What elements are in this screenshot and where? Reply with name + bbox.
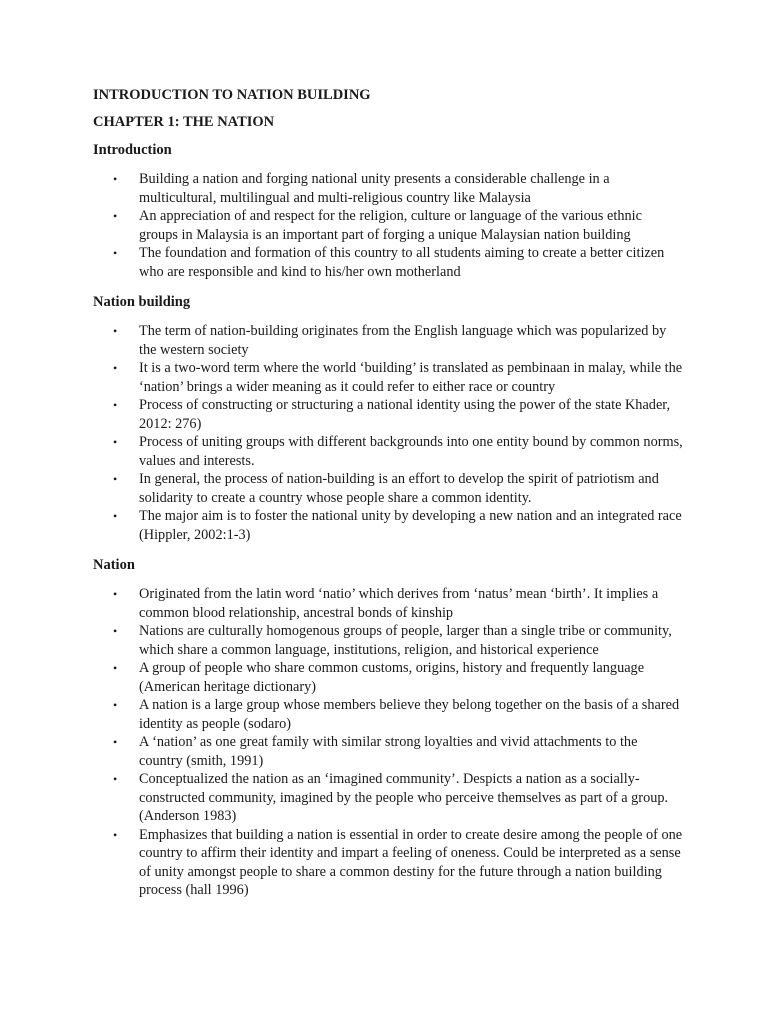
bullet-list: [93, 322, 683, 544]
list-item-text: An appreciation of and respect for the religion, culture or language of the various ethnic groups in Malaysia is an important part of forging a unique Malaysian nation building: [139, 208, 642, 243]
document-body: [93, 86, 683, 900]
list-item: [93, 470, 683, 507]
list-item-text: In general, the process of nation-building is an effort to develop the spirit of patriotism and solidarity to create a country whose people share a common identity.: [139, 471, 659, 506]
list-item: [93, 207, 683, 244]
list-item: [93, 622, 683, 659]
bullet-icon: •: [113, 827, 118, 842]
list-item-text: Originated from the latin word ‘natio’ which derives from ‘natus’ mean ‘birth’. It implies a common blood relationship, ancestral bonds of kinship: [139, 586, 659, 621]
bullet-icon: •: [113, 509, 118, 523]
list-item: [93, 359, 683, 396]
list-item-text: Process of constructing or structuring a national identity using the power of the state Khader, 2012: 276): [139, 397, 671, 432]
list-item: [93, 733, 683, 770]
list-item-text: Emphasizes that building a nation is essential in order to create desire among the people of one country to affirm their identity and impart a feeling of oneness. Could be interpreted as a sense of unity amongst people to share a common destiny for the future through a nation building process (hall 1996): [139, 826, 683, 898]
list-item: [93, 170, 683, 207]
bullet-icon: •: [113, 772, 118, 786]
bullet-icon: •: [113, 587, 118, 601]
list-item: [93, 244, 683, 281]
section-nation: [93, 556, 683, 900]
chapter-title: CHAPTER 1: THE NATION: [93, 114, 275, 130]
list-item-text: The major aim is to foster the national unity by developing a new nation and an integrated race (Hippler, 2002:1-3): [139, 508, 682, 543]
list-item: [93, 659, 683, 696]
bullet-list: [93, 170, 683, 281]
section-introduction: [93, 141, 683, 281]
list-item: [93, 826, 683, 900]
bullet-icon: •: [113, 472, 118, 486]
list-item-text: The foundation and formation of this country to all students aiming to create a better citizen who are responsible and kind to his/her own motherland: [139, 245, 665, 280]
list-item: [93, 322, 683, 359]
document-title: INTRODUCTION TO NATION BUILDING: [93, 87, 371, 103]
bullet-icon: •: [113, 361, 118, 375]
list-item: [93, 507, 683, 544]
bullet-icon: •: [113, 246, 118, 260]
section-nation-building: [93, 293, 683, 544]
list-item-text: Process of uniting groups with different backgrounds into one entity bound by common norms, values and interests.: [139, 434, 683, 469]
list-item: [93, 433, 683, 470]
list-item-text: A ‘nation’ as one great family with similar strong loyalties and vivid attachments to the country (smith, 1991): [139, 734, 638, 769]
section-heading: Nation building: [93, 294, 191, 310]
list-item-text: A nation is a large group whose members believe they belong together on the basis of a shared identity as people (sodaro): [139, 697, 680, 732]
section-heading: Introduction: [93, 142, 172, 158]
section-heading: Nation: [93, 557, 135, 573]
list-item: [93, 396, 683, 433]
bullet-icon: •: [113, 435, 118, 449]
list-item-text: Conceptualized the nation as an ‘imagined community’. Despicts a nation as a socially-constructed community, imagined by the people who perceive themselves as part of a group. (Anderson 1983): [139, 771, 669, 824]
list-item: [93, 696, 683, 733]
bullet-icon: •: [113, 661, 118, 675]
list-item-text: Building a nation and forging national unity presents a considerable challenge in a multicultural, multilingual and multi-religious country like Malaysia: [139, 171, 610, 206]
bullet-icon: •: [113, 172, 118, 186]
list-item: [93, 770, 683, 826]
list-item-text: Nations are culturally homogenous groups of people, larger than a single tribe or community, which share a common language, institutions, religion, and historical experience: [139, 623, 672, 658]
bullet-icon: •: [113, 624, 118, 638]
bullet-icon: •: [113, 209, 118, 223]
bullet-icon: •: [113, 735, 118, 749]
list-item-text: A group of people who share common customs, origins, history and frequently language (American heritage dictionary): [139, 660, 645, 695]
list-item: [93, 585, 683, 622]
bullet-icon: •: [113, 324, 118, 338]
bullet-icon: •: [113, 698, 118, 712]
bullet-icon: •: [113, 398, 118, 412]
list-item-text: The term of nation-building originates from the English language which was popularized by the western society: [139, 323, 667, 358]
list-item-text: It is a two-word term where the world ‘building’ is translated as pembinaan in malay, while the ‘nation’ brings a wider meaning as it could refer to either race or country: [139, 360, 683, 395]
bullet-list: [93, 585, 683, 900]
